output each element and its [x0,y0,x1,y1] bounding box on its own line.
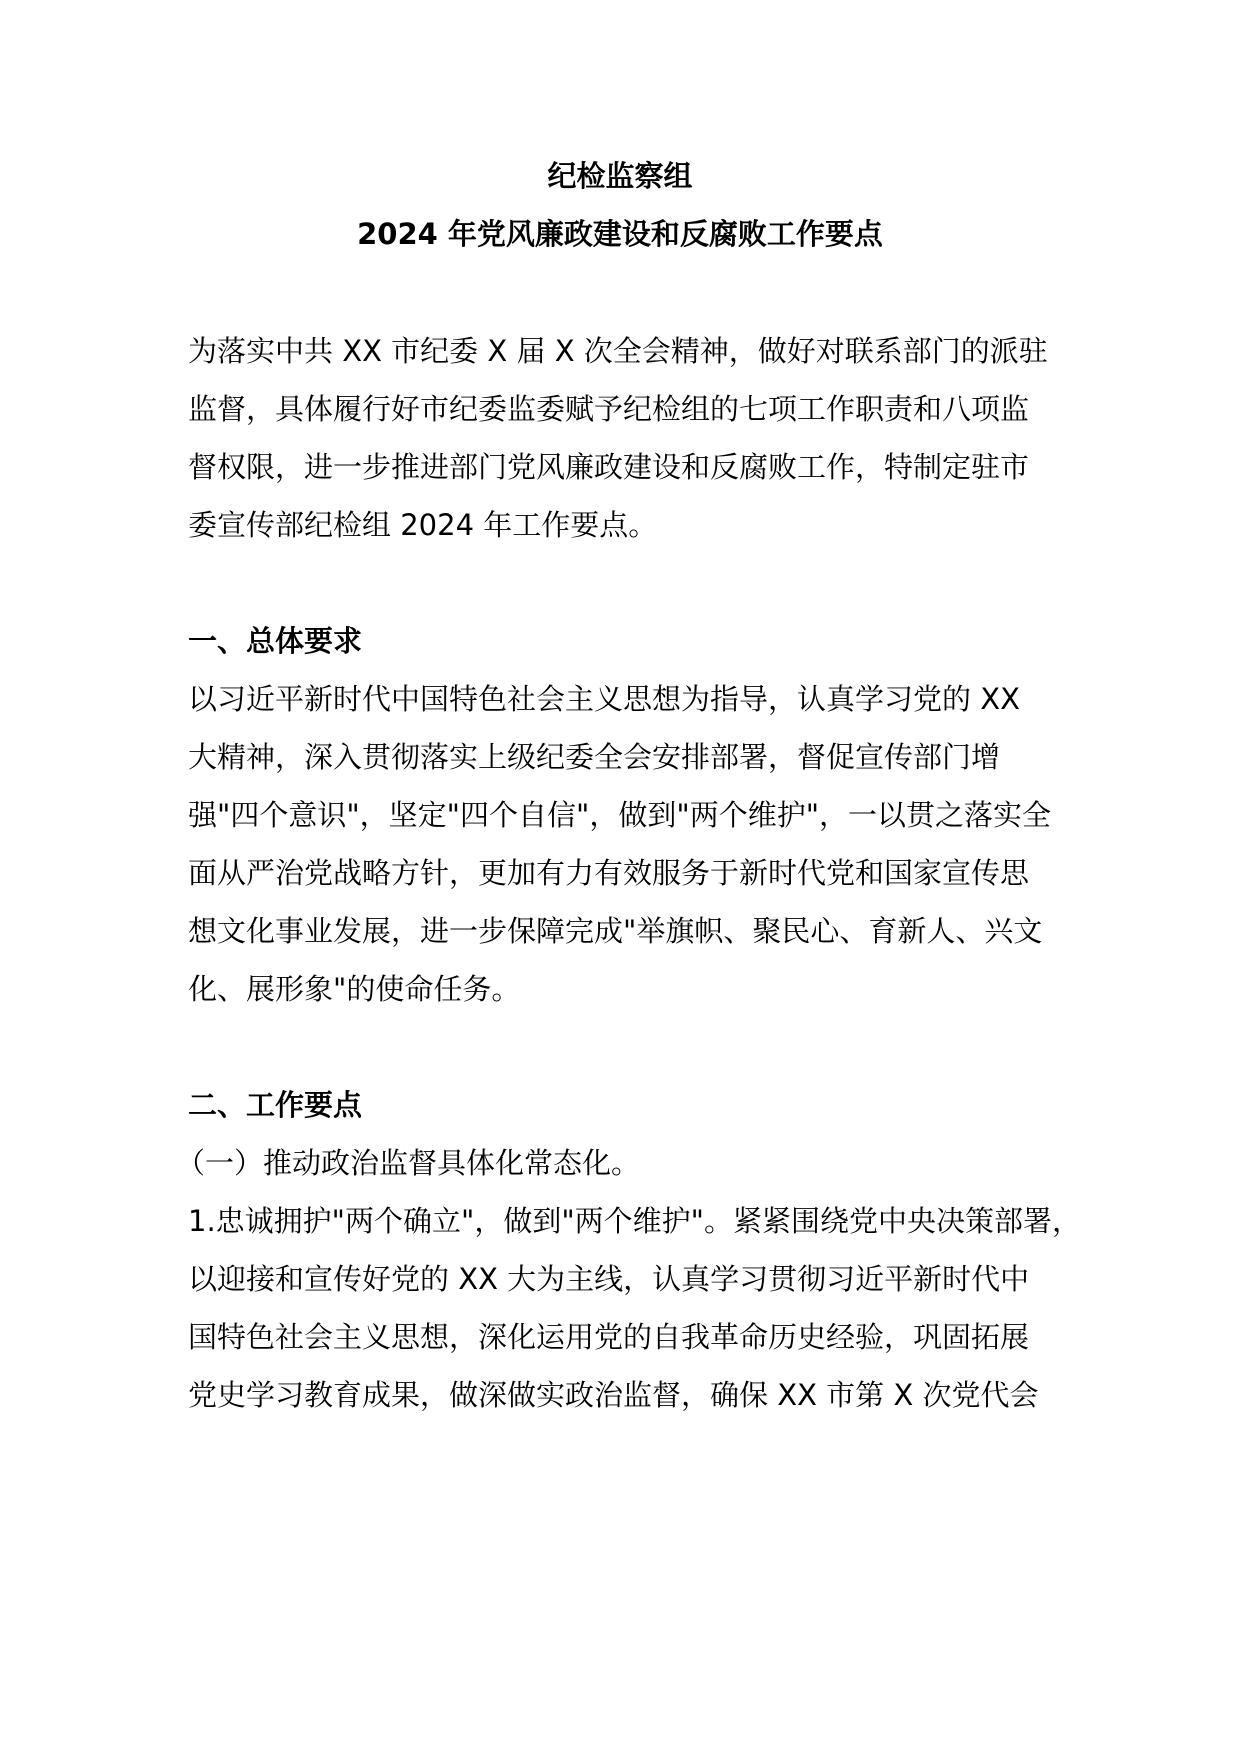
section1-line: 强"四个意识"，坚定"四个自信"，做到"两个维护"，一以贯之落实全 [188,798,1052,832]
intro-line: 督权限，进一步推进部门党风廉政建设和反腐败工作，特制定驻市 [188,450,1030,484]
section1-heading: 一、总体要求 [188,624,363,658]
section1-line: 以习近平新时代中国特色社会主义思想为指导，认真学习党的 XX [188,682,1020,716]
section2-line: 党史学习教育成果，做深做实政治监督，确保 XX 市第 X 次党代会 [188,1378,1039,1412]
section1-line: 化、展形象"的使命任务。 [188,972,521,1006]
section1-line: 面从严治党战略方针，更加有力有效服务于新时代党和国家宣传思 [188,856,1030,890]
intro-line: 委宣传部纪检组 2024 年工作要点。 [188,508,658,542]
section2-subheading: （一）推动政治监督具体化常态化。 [176,1146,641,1180]
intro-line: 监督，具体履行好市纪委监委赋予纪检组的七项工作职责和八项监 [188,392,1030,426]
document-title-line1: 纪检监察组 [547,159,693,193]
section2-heading: 二、工作要点 [188,1088,363,1122]
section2-line: 以迎接和宣传好党的 XX 大为主线，认真学习贯彻习近平新时代中 [188,1262,1030,1296]
section2-line: 1.忠诚拥护"两个确立"，做到"两个维护"。紧紧围绕党中央决策部署， [188,1204,1082,1238]
document-title-line2: 2024 年党风廉政建设和反腐败工作要点 [357,217,883,251]
section1-line: 大精神，深入贯彻落实上级纪委全会安排部署，督促宣传部门增 [188,740,1001,774]
section1-line: 想文化事业发展，进一步保障完成"举旗帜、聚民心、育新人、兴文 [188,914,1043,948]
section2-line: 国特色社会主义思想，深化运用党的自我革命历史经验，巩固拓展 [188,1320,1030,1354]
intro-line: 为落实中共 XX 市纪委 X 届 X 次全会精神，做好对联系部门的派驻 [188,334,1048,368]
